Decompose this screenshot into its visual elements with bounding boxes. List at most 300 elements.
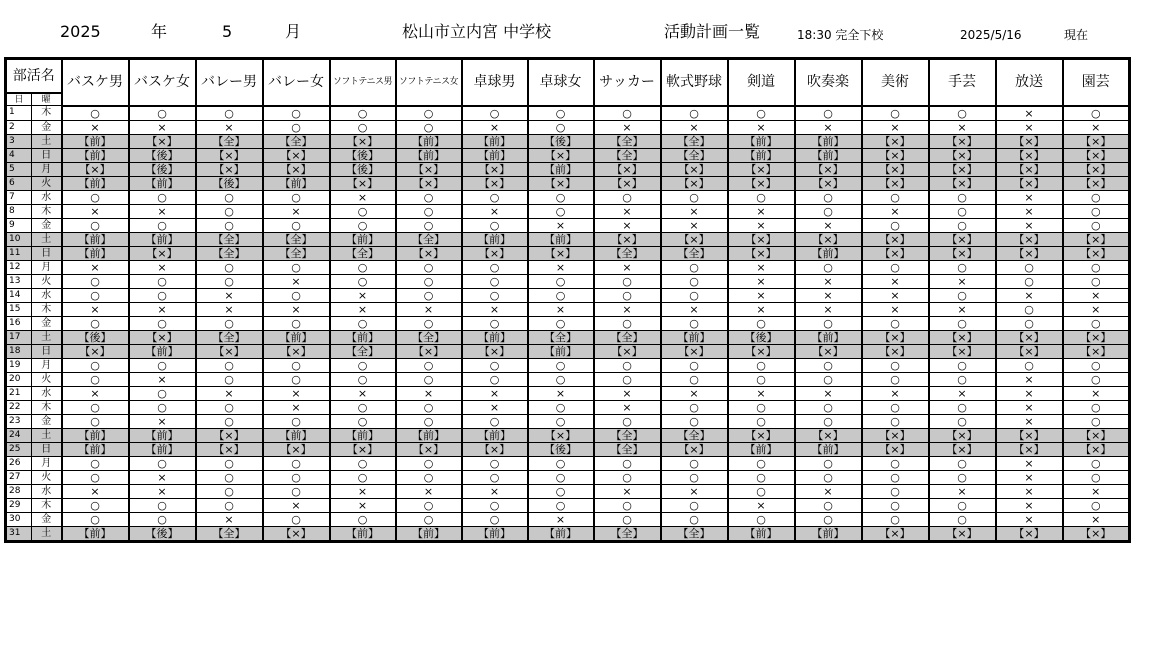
status-cell: 【×】 bbox=[528, 176, 594, 190]
status-cell: × bbox=[62, 260, 129, 274]
status-cell: 【×】 bbox=[661, 232, 728, 246]
weekday-column-label: 曜 bbox=[32, 93, 62, 106]
status-cell: × bbox=[728, 386, 795, 400]
table-row bbox=[6, 274, 1130, 288]
status-cell: × bbox=[330, 386, 396, 400]
status-cell: ○ bbox=[330, 512, 396, 526]
status-cell: ○ bbox=[263, 470, 330, 484]
day-number: 13 bbox=[6, 274, 32, 288]
day-number: 4 bbox=[6, 148, 32, 162]
day-number: 3 bbox=[6, 134, 32, 148]
status-cell: ○ bbox=[929, 414, 996, 428]
club-name: バレー女 bbox=[263, 59, 330, 106]
status-cell: × bbox=[996, 120, 1063, 134]
status-cell: × bbox=[196, 120, 263, 134]
status-cell: 【×】 bbox=[929, 442, 996, 456]
status-cell: 【前】 bbox=[330, 428, 396, 442]
status-cell: ○ bbox=[1063, 316, 1130, 330]
status-cell: 【前】 bbox=[462, 134, 528, 148]
status-cell: ○ bbox=[196, 218, 263, 232]
school-name: 松山市立内宮 中学校 bbox=[402, 22, 552, 41]
club-name: 卓球女 bbox=[528, 59, 594, 106]
status-cell: 【×】 bbox=[330, 442, 396, 456]
status-cell: ○ bbox=[728, 456, 795, 470]
status-cell: 【×】 bbox=[862, 330, 929, 344]
status-cell: 【×】 bbox=[196, 148, 263, 162]
status-cell: × bbox=[330, 190, 396, 204]
day-number: 9 bbox=[6, 218, 32, 232]
status-cell: × bbox=[929, 302, 996, 316]
status-cell: 【×】 bbox=[396, 176, 462, 190]
status-cell: × bbox=[129, 260, 196, 274]
status-cell: ○ bbox=[396, 288, 462, 302]
status-cell: 【×】 bbox=[862, 442, 929, 456]
status-cell: 【全】 bbox=[528, 330, 594, 344]
club-name: バレー男 bbox=[196, 59, 263, 106]
table-row bbox=[6, 330, 1130, 344]
table-row bbox=[6, 344, 1130, 358]
status-cell: 【×】 bbox=[1063, 148, 1130, 162]
status-cell: ○ bbox=[929, 218, 996, 232]
table-row bbox=[6, 414, 1130, 428]
status-cell: ○ bbox=[129, 400, 196, 414]
status-cell: × bbox=[462, 120, 528, 134]
status-cell: × bbox=[528, 302, 594, 316]
status-cell: × bbox=[129, 414, 196, 428]
status-cell: 【×】 bbox=[728, 232, 795, 246]
table-row bbox=[6, 246, 1130, 260]
status-cell: × bbox=[862, 302, 929, 316]
status-cell: ○ bbox=[594, 456, 661, 470]
club-name: 園芸 bbox=[1063, 59, 1130, 106]
status-cell: 【前】 bbox=[129, 428, 196, 442]
status-cell: ○ bbox=[594, 470, 661, 484]
day-number: 21 bbox=[6, 386, 32, 400]
status-cell: ○ bbox=[1063, 414, 1130, 428]
status-cell: ○ bbox=[594, 372, 661, 386]
status-cell: 【前】 bbox=[62, 442, 129, 456]
weekday: 月 bbox=[32, 162, 62, 176]
status-cell: ○ bbox=[62, 106, 129, 121]
status-cell: ○ bbox=[129, 218, 196, 232]
table-row bbox=[6, 456, 1130, 470]
status-cell: 【×】 bbox=[862, 344, 929, 358]
status-cell: × bbox=[196, 288, 263, 302]
status-cell: ○ bbox=[929, 204, 996, 218]
status-cell: 【×】 bbox=[929, 330, 996, 344]
status-cell: 【×】 bbox=[396, 162, 462, 176]
status-cell: × bbox=[129, 120, 196, 134]
status-cell: ○ bbox=[528, 204, 594, 218]
status-cell: ○ bbox=[728, 414, 795, 428]
status-cell: ○ bbox=[196, 414, 263, 428]
status-cell: ○ bbox=[528, 106, 594, 121]
status-cell: 【全】 bbox=[594, 148, 661, 162]
status-cell: 【全】 bbox=[594, 526, 661, 541]
day-number: 28 bbox=[6, 484, 32, 498]
status-cell: ○ bbox=[594, 512, 661, 526]
status-cell: 【前】 bbox=[129, 232, 196, 246]
status-cell: 【全】 bbox=[196, 330, 263, 344]
table-row bbox=[6, 302, 1130, 316]
club-name: 吹奏楽 bbox=[795, 59, 862, 106]
status-cell: 【×】 bbox=[594, 176, 661, 190]
status-cell: × bbox=[996, 498, 1063, 512]
status-cell: ○ bbox=[728, 106, 795, 121]
status-cell: ○ bbox=[263, 260, 330, 274]
status-cell: ○ bbox=[795, 260, 862, 274]
status-cell: 【×】 bbox=[996, 526, 1063, 541]
weekday: 月 bbox=[32, 358, 62, 372]
status-cell: ○ bbox=[196, 190, 263, 204]
status-cell: ○ bbox=[1063, 358, 1130, 372]
status-cell: × bbox=[795, 218, 862, 232]
status-cell: 【後】 bbox=[62, 330, 129, 344]
status-cell: 【×】 bbox=[795, 428, 862, 442]
status-cell: ○ bbox=[330, 274, 396, 288]
status-cell: 【前】 bbox=[728, 148, 795, 162]
status-cell: 【×】 bbox=[795, 232, 862, 246]
status-cell: × bbox=[594, 400, 661, 414]
status-cell: ○ bbox=[263, 120, 330, 134]
day-number: 25 bbox=[6, 442, 32, 456]
status-cell: ○ bbox=[661, 400, 728, 414]
status-cell: ○ bbox=[462, 512, 528, 526]
status-cell: × bbox=[728, 498, 795, 512]
status-cell: × bbox=[196, 302, 263, 316]
status-cell: 【×】 bbox=[862, 162, 929, 176]
status-cell: ○ bbox=[862, 260, 929, 274]
status-cell: ○ bbox=[795, 498, 862, 512]
status-cell: ○ bbox=[661, 414, 728, 428]
status-cell: ○ bbox=[996, 316, 1063, 330]
status-cell: 【前】 bbox=[330, 330, 396, 344]
status-cell: × bbox=[996, 386, 1063, 400]
status-cell: ○ bbox=[1063, 204, 1130, 218]
status-cell: × bbox=[129, 372, 196, 386]
status-cell: ○ bbox=[396, 316, 462, 330]
status-cell: ○ bbox=[661, 260, 728, 274]
table-row bbox=[6, 190, 1130, 204]
status-cell: ○ bbox=[661, 372, 728, 386]
status-cell: 【前】 bbox=[528, 232, 594, 246]
status-cell: ○ bbox=[196, 316, 263, 330]
status-cell: 【×】 bbox=[862, 526, 929, 541]
status-cell: ○ bbox=[62, 470, 129, 484]
status-cell: × bbox=[263, 274, 330, 288]
club-name: 手芸 bbox=[929, 59, 996, 106]
status-cell: 【×】 bbox=[462, 344, 528, 358]
status-cell: × bbox=[862, 204, 929, 218]
status-cell: × bbox=[795, 302, 862, 316]
day-number: 2 bbox=[6, 120, 32, 134]
status-cell: ○ bbox=[62, 456, 129, 470]
weekday: 月 bbox=[32, 456, 62, 470]
status-cell: ○ bbox=[62, 218, 129, 232]
weekday: 木 bbox=[32, 204, 62, 218]
status-cell: 【×】 bbox=[795, 344, 862, 358]
day-number: 12 bbox=[6, 260, 32, 274]
status-cell: × bbox=[929, 274, 996, 288]
as-of-date: 2025/5/16 bbox=[960, 28, 1022, 42]
status-cell: ○ bbox=[929, 498, 996, 512]
table-row bbox=[6, 526, 1130, 541]
club-name: 卓球男 bbox=[462, 59, 528, 106]
status-cell: 【×】 bbox=[929, 148, 996, 162]
status-cell: ○ bbox=[795, 106, 862, 121]
status-cell: ○ bbox=[929, 400, 996, 414]
day-number: 10 bbox=[6, 232, 32, 246]
status-cell: ○ bbox=[263, 218, 330, 232]
activity-table bbox=[4, 57, 1131, 543]
weekday: 水 bbox=[32, 288, 62, 302]
status-cell: × bbox=[594, 260, 661, 274]
status-cell: 【×】 bbox=[728, 176, 795, 190]
status-cell: 【全】 bbox=[594, 134, 661, 148]
status-cell: × bbox=[263, 400, 330, 414]
weekday: 土 bbox=[32, 428, 62, 442]
weekday: 火 bbox=[32, 470, 62, 484]
day-number: 6 bbox=[6, 176, 32, 190]
status-cell: 【全】 bbox=[396, 232, 462, 246]
status-cell: ○ bbox=[263, 190, 330, 204]
status-cell: ○ bbox=[594, 498, 661, 512]
weekday: 木 bbox=[32, 400, 62, 414]
status-cell: ○ bbox=[1063, 274, 1130, 288]
status-cell: ○ bbox=[263, 512, 330, 526]
status-cell: 【×】 bbox=[862, 232, 929, 246]
status-cell: × bbox=[129, 302, 196, 316]
status-cell: × bbox=[661, 386, 728, 400]
status-cell: 【前】 bbox=[62, 134, 129, 148]
status-cell: ○ bbox=[330, 358, 396, 372]
status-cell: 【×】 bbox=[62, 162, 129, 176]
status-cell: 【×】 bbox=[263, 442, 330, 456]
status-cell: 【全】 bbox=[196, 526, 263, 541]
status-cell: ○ bbox=[396, 260, 462, 274]
status-cell: ○ bbox=[330, 260, 396, 274]
status-cell: 【前】 bbox=[62, 176, 129, 190]
table-row bbox=[6, 512, 1130, 526]
status-cell: 【×】 bbox=[929, 246, 996, 260]
status-cell: × bbox=[462, 386, 528, 400]
weekday: 金 bbox=[32, 512, 62, 526]
status-cell: 【×】 bbox=[263, 344, 330, 358]
month: 5 bbox=[222, 22, 233, 41]
dismissal-time: 18:30 完全下校 bbox=[797, 28, 884, 42]
status-cell: ○ bbox=[196, 260, 263, 274]
status-cell: × bbox=[462, 484, 528, 498]
status-cell: ○ bbox=[330, 218, 396, 232]
status-cell: 【後】 bbox=[196, 176, 263, 190]
day-number: 5 bbox=[6, 162, 32, 176]
table-row bbox=[6, 386, 1130, 400]
status-cell: ○ bbox=[462, 274, 528, 288]
status-cell: × bbox=[330, 498, 396, 512]
status-cell: 【全】 bbox=[263, 134, 330, 148]
status-cell: 【前】 bbox=[795, 526, 862, 541]
status-cell: × bbox=[1063, 120, 1130, 134]
status-cell: ○ bbox=[396, 106, 462, 121]
day-number: 24 bbox=[6, 428, 32, 442]
status-cell: 【全】 bbox=[594, 442, 661, 456]
status-cell: ○ bbox=[929, 260, 996, 274]
status-cell: ○ bbox=[462, 456, 528, 470]
status-cell: 【×】 bbox=[661, 176, 728, 190]
status-cell: 【×】 bbox=[1063, 526, 1130, 541]
status-cell: ○ bbox=[1063, 106, 1130, 121]
status-cell: ○ bbox=[196, 358, 263, 372]
status-cell: ○ bbox=[396, 498, 462, 512]
status-cell: 【×】 bbox=[528, 148, 594, 162]
status-cell: 【前】 bbox=[396, 148, 462, 162]
day-number: 20 bbox=[6, 372, 32, 386]
weekday: 木 bbox=[32, 302, 62, 316]
status-cell: 【前】 bbox=[795, 148, 862, 162]
status-cell: 【×】 bbox=[996, 246, 1063, 260]
status-cell: ○ bbox=[795, 204, 862, 218]
status-cell: 【全】 bbox=[330, 246, 396, 260]
status-cell: × bbox=[862, 386, 929, 400]
status-cell: ○ bbox=[129, 274, 196, 288]
status-cell: ○ bbox=[795, 456, 862, 470]
status-cell: 【前】 bbox=[462, 330, 528, 344]
status-cell: × bbox=[129, 470, 196, 484]
status-cell: ○ bbox=[462, 316, 528, 330]
status-cell: 【前】 bbox=[263, 176, 330, 190]
status-cell: 【×】 bbox=[129, 330, 196, 344]
status-cell: × bbox=[528, 512, 594, 526]
status-cell: 【×】 bbox=[996, 344, 1063, 358]
status-cell: ○ bbox=[929, 358, 996, 372]
status-cell: ○ bbox=[528, 372, 594, 386]
table-row bbox=[6, 358, 1130, 372]
status-cell: ○ bbox=[728, 358, 795, 372]
status-cell: × bbox=[263, 386, 330, 400]
status-cell: 【×】 bbox=[1063, 428, 1130, 442]
day-number: 26 bbox=[6, 456, 32, 470]
table-row bbox=[6, 400, 1130, 414]
status-cell: ○ bbox=[1063, 372, 1130, 386]
status-cell: × bbox=[62, 302, 129, 316]
status-cell: 【×】 bbox=[929, 134, 996, 148]
status-cell: 【前】 bbox=[129, 176, 196, 190]
status-cell: ○ bbox=[129, 316, 196, 330]
club-name: ソフトテニス男 bbox=[330, 59, 396, 106]
status-cell: 【×】 bbox=[929, 232, 996, 246]
status-cell: ○ bbox=[330, 456, 396, 470]
status-cell: ○ bbox=[396, 358, 462, 372]
status-cell: ○ bbox=[929, 288, 996, 302]
weekday: 水 bbox=[32, 386, 62, 400]
status-cell: 【×】 bbox=[996, 148, 1063, 162]
status-cell: 【×】 bbox=[1063, 246, 1130, 260]
status-cell: 【×】 bbox=[728, 246, 795, 260]
day-number: 29 bbox=[6, 498, 32, 512]
status-cell: ○ bbox=[661, 190, 728, 204]
day-number: 8 bbox=[6, 204, 32, 218]
status-cell: 【後】 bbox=[728, 330, 795, 344]
status-cell: ○ bbox=[862, 414, 929, 428]
status-cell: × bbox=[263, 498, 330, 512]
status-cell: ○ bbox=[330, 414, 396, 428]
status-cell: 【×】 bbox=[129, 246, 196, 260]
status-cell: × bbox=[594, 218, 661, 232]
status-cell: 【×】 bbox=[661, 442, 728, 456]
weekday: 土 bbox=[32, 134, 62, 148]
status-cell: 【×】 bbox=[728, 428, 795, 442]
status-cell: × bbox=[929, 484, 996, 498]
status-cell: ○ bbox=[396, 470, 462, 484]
status-cell: ○ bbox=[1063, 400, 1130, 414]
status-cell: × bbox=[996, 218, 1063, 232]
status-cell: ○ bbox=[528, 120, 594, 134]
weekday: 日 bbox=[32, 442, 62, 456]
status-cell: 【前】 bbox=[396, 526, 462, 541]
status-cell: 【前】 bbox=[528, 344, 594, 358]
status-cell: 【×】 bbox=[661, 344, 728, 358]
day-number: 22 bbox=[6, 400, 32, 414]
status-cell: 【前】 bbox=[462, 526, 528, 541]
day-number: 1 bbox=[6, 106, 32, 121]
status-cell: × bbox=[528, 218, 594, 232]
status-cell: 【全】 bbox=[196, 232, 263, 246]
status-cell: 【全】 bbox=[330, 344, 396, 358]
status-cell: 【×】 bbox=[594, 162, 661, 176]
table-row bbox=[6, 218, 1130, 232]
status-cell: ○ bbox=[263, 456, 330, 470]
status-cell: × bbox=[862, 288, 929, 302]
status-cell: 【全】 bbox=[396, 330, 462, 344]
status-cell: ○ bbox=[196, 372, 263, 386]
status-cell: ○ bbox=[728, 470, 795, 484]
status-cell: ○ bbox=[661, 456, 728, 470]
status-cell: 【前】 bbox=[462, 232, 528, 246]
weekday: 土 bbox=[32, 526, 62, 541]
status-cell: ○ bbox=[196, 274, 263, 288]
status-cell: × bbox=[795, 484, 862, 498]
status-cell: × bbox=[196, 386, 263, 400]
status-cell: 【前】 bbox=[728, 526, 795, 541]
status-cell: 【×】 bbox=[996, 330, 1063, 344]
club-name: ソフトテニス女 bbox=[396, 59, 462, 106]
status-cell: 【×】 bbox=[196, 428, 263, 442]
status-cell: 【×】 bbox=[196, 162, 263, 176]
status-cell: ○ bbox=[62, 358, 129, 372]
status-cell: 【前】 bbox=[462, 148, 528, 162]
day-column-label: 日 bbox=[6, 93, 32, 106]
status-cell: ○ bbox=[528, 358, 594, 372]
status-cell: ○ bbox=[330, 372, 396, 386]
status-cell: × bbox=[1063, 386, 1130, 400]
status-cell: ○ bbox=[62, 274, 129, 288]
status-cell: 【後】 bbox=[129, 162, 196, 176]
status-cell: × bbox=[996, 190, 1063, 204]
status-cell: 【前】 bbox=[728, 442, 795, 456]
status-cell: × bbox=[996, 288, 1063, 302]
status-cell: ○ bbox=[594, 190, 661, 204]
status-cell: ○ bbox=[594, 106, 661, 121]
table-row bbox=[6, 316, 1130, 330]
status-cell: ○ bbox=[263, 414, 330, 428]
status-cell: × bbox=[528, 386, 594, 400]
status-cell: ○ bbox=[795, 400, 862, 414]
table-row bbox=[6, 232, 1130, 246]
status-cell: ○ bbox=[396, 400, 462, 414]
table-row bbox=[6, 498, 1130, 512]
status-cell: ○ bbox=[661, 358, 728, 372]
status-cell: 【×】 bbox=[1063, 134, 1130, 148]
